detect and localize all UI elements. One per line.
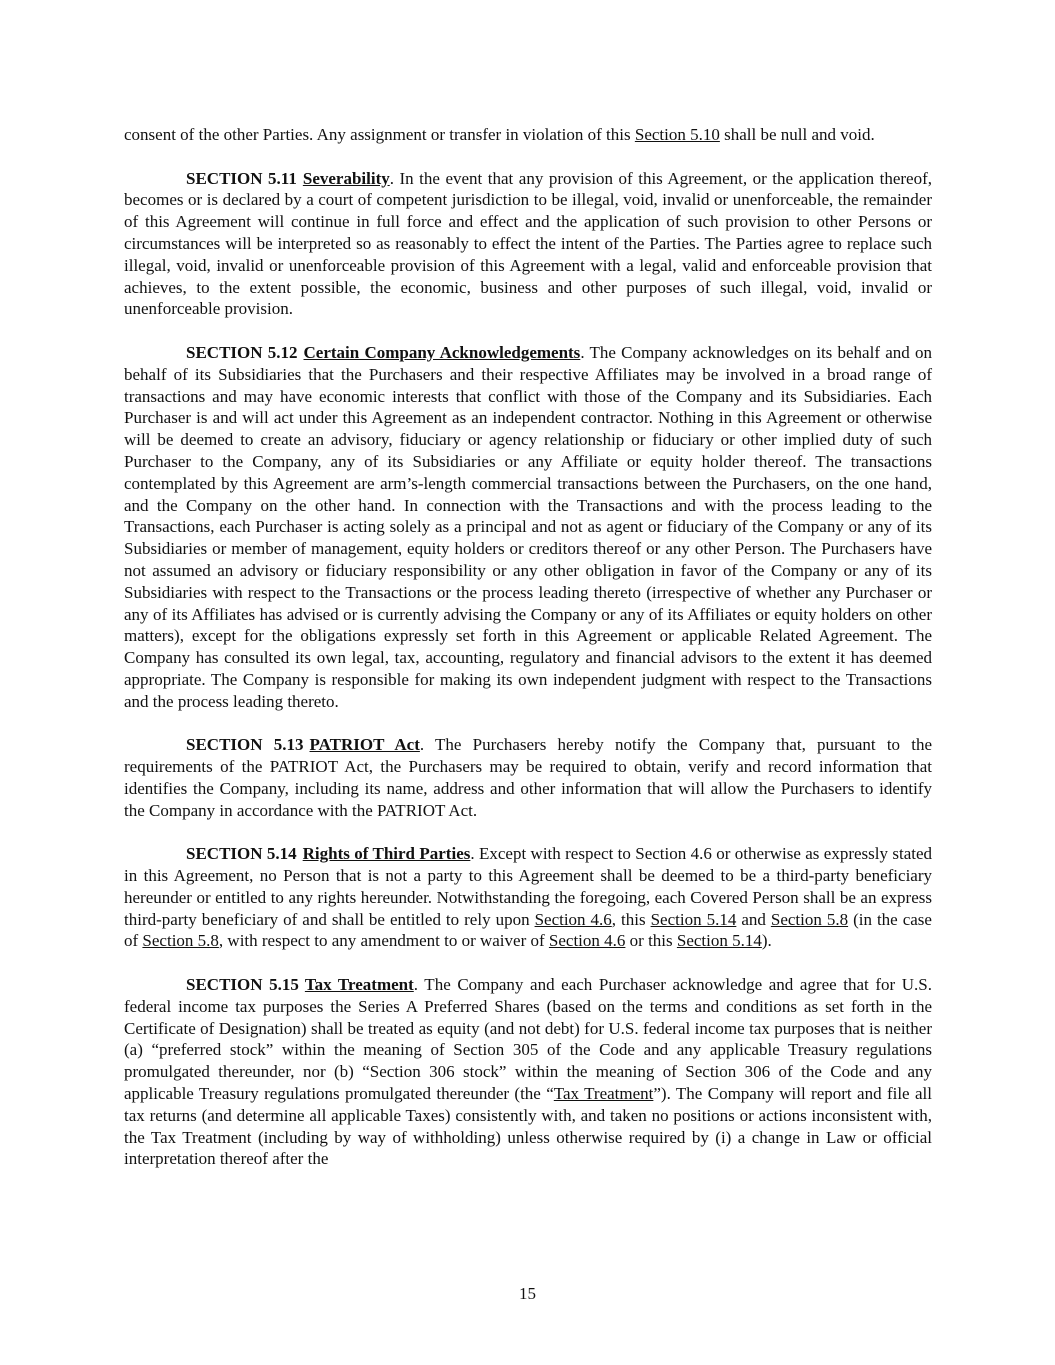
section-body: , with respect to any amendment to or waiver of	[218, 931, 549, 951]
document-body	[124, 124, 932, 1192]
section-reference: Section 5.10	[634, 125, 720, 144]
section-5-14-paragraph	[124, 843, 932, 952]
section-body: , this	[611, 909, 651, 929]
section-body: and	[736, 909, 771, 929]
section-reference: Section 4.6	[548, 931, 626, 951]
section-body: . The Company acknowledges on its behalf and on behalf of its Subsidiaries that the Purchasers and their respective Affiliates may be involved in a broad range of transactions and may have economic interests that conflict with those of the Company and its Subsidiaries. Each Purchaser is and will act under this Agreement as an independent contractor. Nothing in this Agreement or otherwise will be deemed to create an advisory, fiduciary or agency relationship or fiduciary or other implied duty of such Purchaser to the Company, any of its Subsidiaries or any Affiliate or equity holder thereof. The transactions contemplated by this Agreement are arm’s-length commercial transactions between the Purchasers, on the one hand, and the Company on the other hand. In connection with the Transactions and with the process leading to the Transactions, each Purchaser is acting solely as a principal and not as agent or fiduciary of the Company or any of its Subsidiaries or member of management, equity holders or creditors thereof or any other Person. The Purchasers have not assumed an advisory or fiduciary responsibility or any other obligation in favor of the Company or any of its Subsidiaries with respect to the Transactions or the process leading thereto (irrespective of whether any Purchaser or any of its Affiliates has advised or is currently advising the Company or any of its Affiliates or equity holders on other matters), except for the obligations expressly set forth in this Agreement or applicable Related Agreement. The Company has consulted its own legal, tax, accounting, regulatory and financial advisors to the extent it has deemed appropriate. The Company is responsible for making its own independent judgment with respect to the Transactions and the process leading thereto.	[124, 342, 932, 711]
section-reference: Section 5.14	[676, 931, 762, 951]
section-reference: Section 5.8	[770, 909, 849, 929]
section-5-15-paragraph	[124, 974, 932, 1170]
section-number: SECTION 5.12	[186, 342, 298, 362]
section-title: PATRIOT Act	[309, 735, 420, 755]
section-title: Tax Treatment	[304, 975, 414, 995]
section-number: SECTION 5.13	[186, 735, 304, 755]
page-number: 15	[519, 1284, 536, 1303]
section-body: . The Purchasers hereby notify the Company that, pursuant to the requirements of the PATRIOT Act, the Purchasers may be required to obtain, verify and record information that identifies the Company, including its name, address and other information that will allow the Purchasers to identify the Company in accordance with the PATRIOT Act.	[124, 735, 933, 820]
continuation-paragraph	[124, 124, 932, 146]
section-body: ”). The Company will report and file all tax returns (and determine all applicable Taxes) consistently with, and taken no positions or actions inconsistent with, the Tax Treatment (including by way of withholding) unless otherwise required by (i) a change in Law or official interpretation thereof after the	[124, 1084, 932, 1169]
section-reference: Section 5.8	[142, 931, 219, 951]
section-body: (in the case of	[124, 909, 932, 951]
defined-term: Tax Treatment	[553, 1084, 654, 1104]
section-title: Severability	[302, 168, 390, 188]
section-reference: Section 5.14	[650, 909, 737, 929]
section-body: ).	[761, 931, 772, 951]
section-body: . The Company and each Purchaser acknowledge and agree that for U.S. federal income tax purposes the Series A Preferred Shares (based on the terms and conditions as set forth in the Certificate of Designation) shall be treated as equity (and not debt) for U.S. federal income tax purposes that is neither (a) “preferred stock” within the meaning of Section 305 of the Code and any applicable Treasury regulations promulgated thereunder, nor (b) “Section 306 stock” within the meaning of Section 306 of the Code and any applicable Treasury regulations promulgated thereunder (the “	[124, 975, 932, 1104]
section-title: Certain Company Acknowledgements	[303, 342, 581, 362]
section-5-13-paragraph	[124, 734, 932, 821]
section-number: SECTION 5.11	[186, 168, 297, 188]
section-body: . In the event that any provision of this Agreement, or the application thereof, becomes or is declared by a court of competent jurisdiction to be illegal, void, invalid or unenforceable, the remainder of this Agreement will continue in full force and effect and the application of such provision to other Persons or circumstances will be interpreted so as reasonably to effect the intent of the Parties. The Parties agree to replace such illegal, void, invalid or unenforceable provision of this Agreement with a legal, valid and enforceable provision that achieves, to the extent possible, the economic, business and other purposes of such illegal, void, invalid or unenforceable provision.	[124, 168, 933, 319]
continuation-text: consent of the other Parties. Any assignment or transfer in violation of this	[124, 125, 635, 144]
section-number: SECTION 5.15	[186, 975, 299, 995]
section-body: or this	[625, 931, 677, 951]
section-reference: Section 4.6	[534, 909, 612, 929]
section-5-12-paragraph	[124, 342, 932, 713]
section-body: . Except with respect to Section 4.6 or otherwise as expressly stated in this Agreement, no Person that is not a party to this Agreement shall be deemed to be a third-party beneficiary hereunder or entitled to any rights hereunder. Notwithstanding the foregoing, each Covered Person shall be an express third-party beneficiary of and shall be entitled to rely upon	[124, 844, 933, 929]
section-title: Rights of Third Parties	[302, 844, 471, 864]
section-number: SECTION 5.14	[186, 844, 297, 864]
section-5-11-paragraph	[124, 168, 932, 321]
continuation-text-end: shall be null and void.	[719, 125, 875, 144]
